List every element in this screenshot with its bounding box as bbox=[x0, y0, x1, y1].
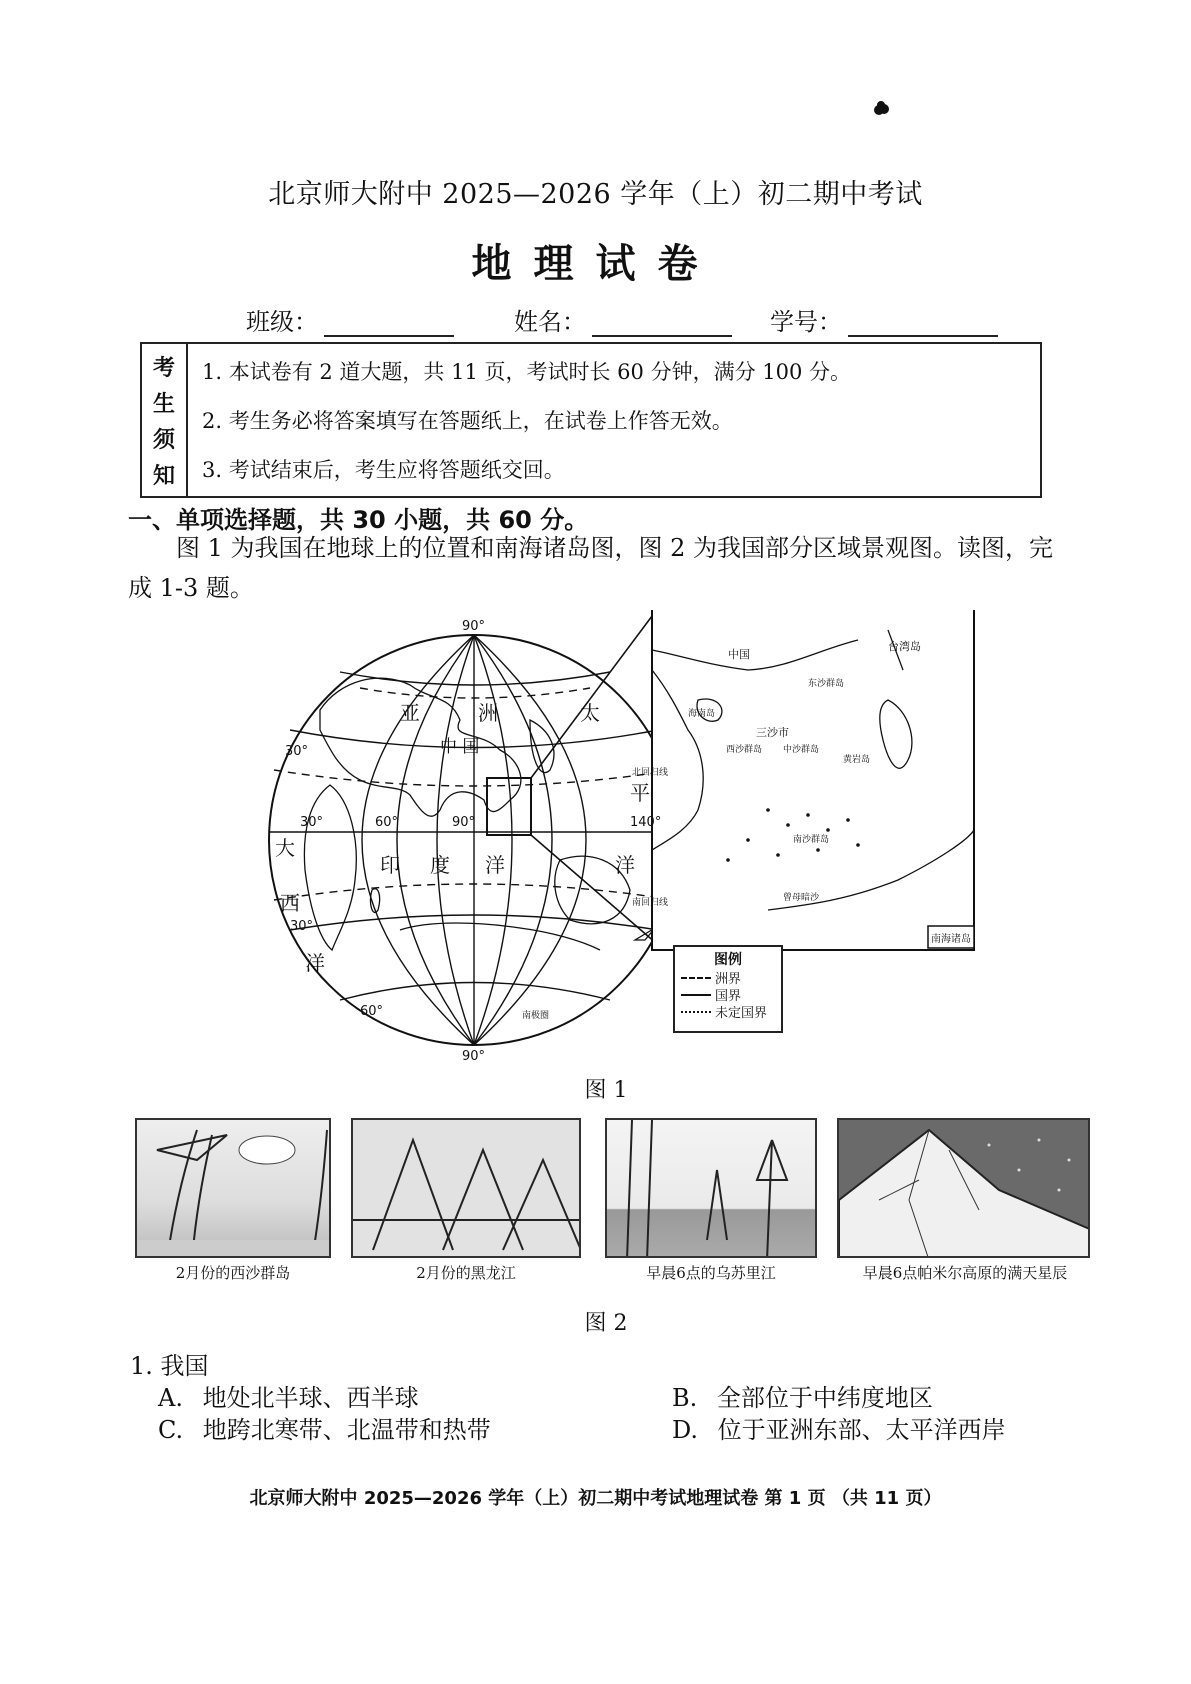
label-north-pole: 90° bbox=[462, 619, 486, 634]
legend-item-national-boundary bbox=[681, 986, 775, 1003]
notice-item: 3. 考试结束后，考生应将答题纸交回。 bbox=[202, 458, 565, 483]
question-1-stem: 1. 我国 bbox=[130, 1352, 209, 1380]
notice-side-char: 考 bbox=[152, 354, 175, 381]
class-label: 班级： bbox=[246, 308, 318, 336]
student-info-row bbox=[246, 302, 1006, 338]
legend-item-continent-boundary bbox=[681, 969, 775, 986]
label-indian-1: 印 bbox=[380, 853, 400, 877]
figure-2-caption: 图 2 bbox=[584, 1311, 628, 1336]
label-lon-30: 30° bbox=[300, 815, 324, 830]
inset-label-zhongsha: 中沙群岛 bbox=[783, 745, 820, 755]
exam-header: 北京师大附中 2025—2026 学年（上）初二期中考试 bbox=[268, 179, 923, 210]
question-1-option-a[interactable] bbox=[158, 1378, 419, 1413]
id-field[interactable] bbox=[770, 302, 998, 337]
inset-label-china: 中国 bbox=[728, 648, 750, 661]
label-lat-30n: 30° bbox=[285, 744, 309, 759]
solid-line-icon bbox=[681, 994, 711, 996]
map-legend bbox=[673, 945, 783, 1033]
question-1-option-d[interactable] bbox=[672, 1410, 1006, 1445]
subject-title: 地理试卷 bbox=[471, 241, 720, 287]
notice-side-char: 生 bbox=[152, 390, 175, 417]
label-atlantic-3: 洋 bbox=[305, 951, 325, 975]
label-indian-3: 洋 bbox=[485, 853, 505, 877]
label-lon-90: 90° bbox=[452, 815, 476, 830]
label-lon-60: 60° bbox=[375, 815, 399, 830]
figure-2-photos bbox=[135, 1118, 1090, 1258]
label-pacific-2: 平 bbox=[630, 781, 650, 805]
label-south-pole: 90° bbox=[462, 1049, 486, 1060]
legend-label: 国界 bbox=[715, 989, 742, 1004]
option-key: A. bbox=[158, 1384, 183, 1412]
dotted-line-icon bbox=[681, 1011, 711, 1013]
label-atlantic-1: 大 bbox=[275, 836, 295, 860]
notice-side-char: 知 bbox=[152, 462, 175, 489]
notice-item: 1. 本试卷有 2 道大题，共 11 页，考试时长 60 分钟，满分 100 分。 bbox=[202, 359, 851, 384]
notice-side-label bbox=[142, 344, 188, 496]
id-label: 学号： bbox=[770, 308, 842, 336]
page-footer: 北京师大附中 2025—2026 学年（上）初二期中考试地理试卷 第 1 页 （共 11 页） bbox=[249, 1488, 942, 1509]
label-asia-2: 洲 bbox=[478, 701, 498, 725]
inset-label-nansha: 南沙群岛 bbox=[793, 835, 830, 845]
dash-line-icon bbox=[681, 977, 711, 979]
name-blank[interactable] bbox=[592, 313, 732, 337]
notice-item: 2. 考生务必将答案填写在答题纸上，在试卷上作答无效。 bbox=[202, 408, 733, 433]
inset-label-xisha: 西沙群岛 bbox=[726, 745, 763, 755]
notice-items bbox=[188, 344, 1040, 496]
label-lon-140: 140° bbox=[630, 815, 662, 830]
notice-side-char: 须 bbox=[152, 426, 175, 453]
figure-1 bbox=[260, 610, 980, 1060]
photo-caption: 早晨6点的乌苏里江 bbox=[646, 1264, 776, 1282]
option-text: 地处北半球、西半球 bbox=[202, 1384, 419, 1412]
label-lat-60s: 60° bbox=[360, 1004, 384, 1019]
figure-1-caption: 图 1 bbox=[584, 1078, 628, 1103]
photo-caption: 早晨6点帕米尔高原的满天星辰 bbox=[862, 1264, 1068, 1282]
option-text: 全部位于中纬度地区 bbox=[716, 1384, 933, 1412]
id-blank[interactable] bbox=[848, 313, 998, 337]
photo-caption: 2月份的黑龙江 bbox=[416, 1264, 516, 1282]
legend-title: 图例 bbox=[714, 952, 742, 968]
inset-label-zengmu: 曾母暗沙 bbox=[783, 893, 820, 903]
photo-pamir-stars bbox=[837, 1118, 1090, 1258]
label-antarctic-circle: 南极圈 bbox=[522, 1011, 550, 1021]
legend-label: 洲界 bbox=[715, 972, 742, 987]
label-asia: 亚 bbox=[400, 701, 420, 725]
label-lat-30s: 30° bbox=[290, 919, 314, 934]
section-heading: 一、单项选择题，共 30 小题，共 60 分。 bbox=[128, 506, 589, 534]
class-blank[interactable] bbox=[324, 313, 454, 337]
label-atlantic-2: 西 bbox=[280, 891, 300, 915]
class-field[interactable] bbox=[246, 302, 454, 337]
candidate-notice-box bbox=[140, 342, 1042, 498]
label-pacific-1: 太 bbox=[580, 701, 600, 725]
section-intro: 图 1 为我国在地球上的位置和南海诸岛图，图 2 为我国部分区域景观图。读图，完成 1-3 题。 bbox=[128, 534, 1054, 602]
inset-label-hainan: 海南岛 bbox=[688, 709, 716, 719]
photo-xisha-islands bbox=[135, 1118, 331, 1258]
name-field[interactable] bbox=[514, 302, 732, 337]
photo-wusuli-river bbox=[605, 1118, 817, 1258]
question-1-option-c[interactable] bbox=[158, 1410, 491, 1445]
option-key: D. bbox=[672, 1416, 699, 1444]
inset-label-dongsha: 东沙群岛 bbox=[808, 679, 845, 689]
option-text: 地跨北寒带、北温带和热带 bbox=[202, 1416, 491, 1444]
label-tropic-capricorn: 南回归线 bbox=[632, 898, 669, 908]
label-indian-2: 度 bbox=[430, 853, 450, 877]
ink-mark bbox=[872, 100, 890, 118]
label-tropic-cancer: 北回归线 bbox=[632, 768, 669, 778]
label-pacific-3: 洋 bbox=[615, 853, 635, 877]
option-key: B. bbox=[672, 1384, 698, 1412]
photo-heilongjiang bbox=[351, 1118, 581, 1258]
inset-label-sansha: 三沙市 bbox=[756, 726, 789, 739]
question-1-option-b[interactable] bbox=[672, 1378, 933, 1413]
photo-caption: 2月份的西沙群岛 bbox=[175, 1264, 291, 1282]
name-label: 姓名： bbox=[514, 308, 586, 336]
legend-label: 未定国界 bbox=[715, 1006, 768, 1021]
label-china: 中 国 bbox=[440, 737, 480, 757]
inset-label-taiwan: 台湾岛 bbox=[888, 640, 921, 653]
inset-corner-tag: 南海诸岛 bbox=[931, 934, 971, 945]
legend-item-undetermined-boundary bbox=[681, 1003, 775, 1020]
option-text: 位于亚洲东部、太平洋西岸 bbox=[717, 1416, 1006, 1444]
inset-label-huangyan: 黄岩岛 bbox=[843, 755, 871, 765]
option-key: C. bbox=[158, 1416, 184, 1444]
globe-map bbox=[260, 610, 980, 1060]
